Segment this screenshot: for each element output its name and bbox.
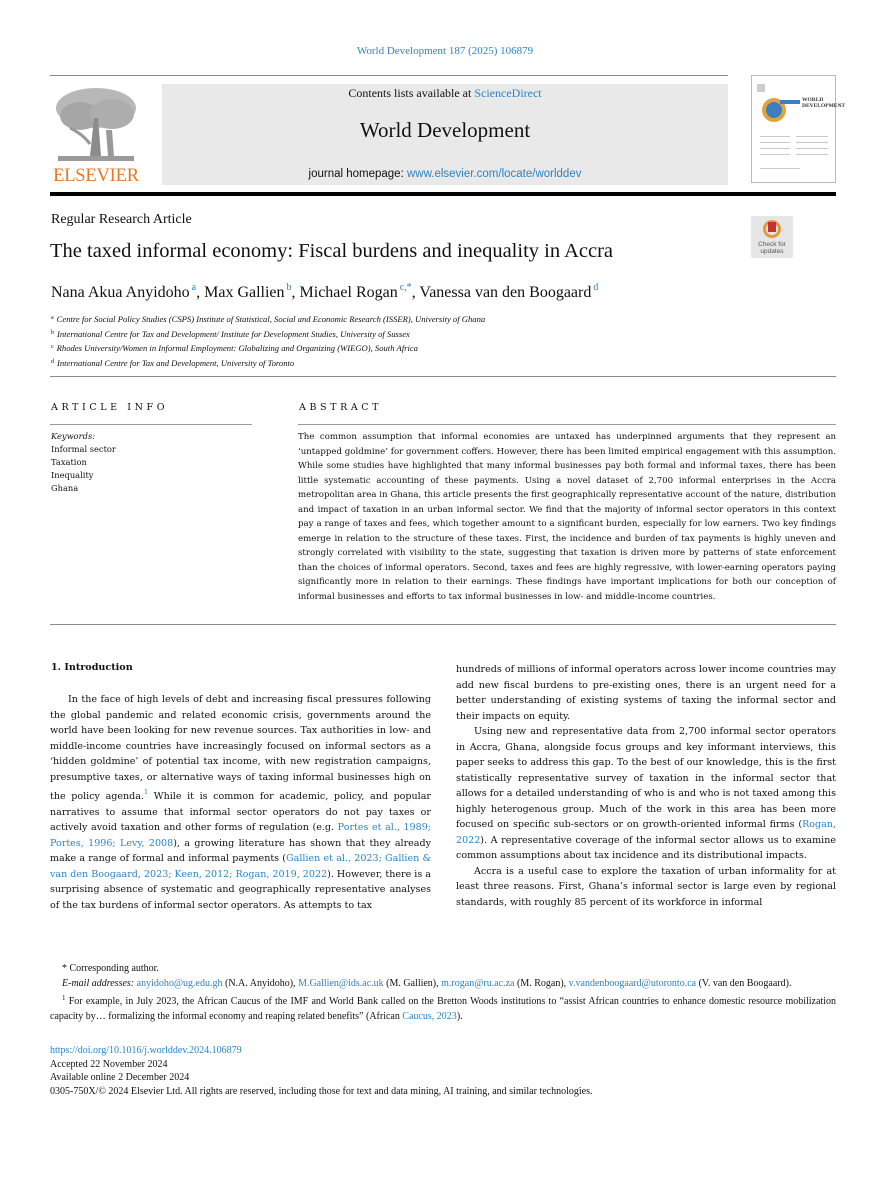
cover-logo-icon: [757, 84, 765, 92]
email-addresses: [50, 977, 836, 992]
footnote-ref[interactable]: 1: [144, 788, 149, 796]
abstract-text: The common assumption that informal economies are untaxed has underpinned arguments that they represent an ‘untapped goldmine’ for government coffers. However, there has been limited empirical engagement with this assumption. While some studies have highlighted that many informal businesses pay both formal and informal taxes, there has been little systematic accounting of these payments. Using a novel dataset of 2,700 informal enterprises in the Accra metropolitan area in Ghana, this article presents the first geographically representative account of the nature, distribution and impact of taxation in an urban informal sector. We find that the majority of informal sector operators in this context pay a range of taxes and fees, which together amount to a significant burden, especially for low earners. Two key findings emerge in relation to the structure of these taxes. First, the incidence and burden of tax payments is highly uneven and strongly correlated with visibility to the state, suggesting that taxation is driven more by patterns of state enforcement than the choices of informal operators. Second, taxes and fees are highly regressive, with lower-earning operators paying significantly more in relation to their earnings. These findings have important implications for both our conception of informal businesses and efforts to tax informal businesses in low- and middle-income countries.: [298, 432, 836, 602]
keyword: Ghana: [51, 483, 79, 493]
elsevier-wordmark: ELSEVIER: [53, 166, 139, 186]
check-for-updates-button[interactable]: [751, 216, 793, 258]
body-text: ), a growing literature has shown that they already make a range of formal and informal payments (: [50, 837, 431, 864]
body-text: While it is common for academic, policy, and popular narratives to assume that informal sector operators do not pay taxes or actively avoid taxation and other forms of regulation (e.g.: [50, 791, 431, 833]
bookmark-icon: [768, 222, 776, 232]
affiliation: [51, 327, 485, 342]
contents-availability: [162, 86, 728, 101]
body-text: ). A representative coverage of the informal sector allows us to examine common assumptions about tax incidence and its distributional impacts.: [456, 834, 836, 861]
affiliation-text: Rhodes University/Women in Informal Employment: Globalizing and Organizing (WIEGO), South Africa: [56, 343, 418, 353]
email-link[interactable]: m.rogan@ru.ac.za: [441, 977, 515, 989]
keywords-label: Keywords:: [51, 431, 96, 441]
cover-line: [796, 136, 828, 137]
body-text: ). However, there is a surprising absence of systematic and geographically representative analyses of the tax burdens of informal sector operators. As attempts to tax: [50, 868, 431, 911]
sciencedirect-link[interactable]: ScienceDirect: [474, 86, 542, 100]
author-affiliation-link[interactable]: d: [593, 282, 599, 293]
body-column-left: [50, 692, 431, 913]
journal-homepage-link[interactable]: www.elsevier.com/locate/worlddev: [406, 168, 582, 180]
abstract-heading: ABSTRACT: [299, 402, 383, 413]
affiliation-text: International Centre for Tax and Development, University of Toronto: [57, 357, 295, 368]
contents-label: Contents lists available at: [348, 86, 475, 100]
author-affiliation-link[interactable]: a: [191, 282, 197, 293]
cover-title-line1: WORLD: [802, 97, 824, 103]
running-head-citation[interactable]: World Development 187 (2025) 106879: [356, 45, 534, 57]
accepted-date: Accepted 22 November 2024: [50, 1058, 168, 1070]
check-label-1: Check for: [758, 241, 786, 248]
affiliations: [51, 312, 485, 370]
affiliation: [51, 356, 485, 371]
paragraph: hundreds of millions of informal operators across lower income countries may add new fiscal burdens to pre-existing ones, there is an urgent need for a better understanding of existing systems of taxing the informal sector and their impacts on equity.: [456, 664, 836, 722]
divider: [50, 624, 836, 625]
article-info-heading: ARTICLE INFO: [51, 402, 169, 413]
homepage-label: journal homepage:: [308, 168, 407, 180]
header-divider: [50, 192, 836, 196]
article-type: Regular Research Article: [51, 212, 192, 227]
elsevier-tree-icon: [54, 84, 138, 164]
cover-line: [796, 148, 828, 149]
citation-link[interactable]: Caucus, 2023: [402, 1010, 457, 1022]
author-name[interactable]: Michael Rogan: [299, 284, 398, 301]
check-for-updates-label: [751, 241, 793, 255]
keyword: Inequality: [51, 470, 94, 480]
paragraph: [50, 692, 431, 913]
affiliation-mark: d: [51, 358, 54, 365]
author-affiliation-link[interactable]: b: [286, 282, 292, 293]
affiliation-text: International Centre for Tax and Development/ Institute for Development Studies, University of Sussex: [57, 328, 410, 339]
body-column-right: [456, 662, 836, 910]
journal-homepage: [162, 168, 728, 180]
affiliation-mark: a: [51, 315, 54, 321]
journal-cover-thumbnail[interactable]: [751, 75, 846, 183]
cover-line: [760, 136, 790, 137]
globe-inner-icon: [766, 102, 782, 118]
body-text: In the face of high levels of debt and increasing fiscal pressures following the global pandemic and related economic crisis, governments around the world have been looking for new revenue sources. Tax authorities in low- and middle-income countries have increasingly focused on informal sectors as a ‘hidden goldmine’ of potential tax income, with new registration campaigns, presumptive taxes, or alternative ways of taxing informal businesses high on the policy agenda.: [50, 694, 431, 802]
body-text: Using new and representative data from 2,700 informal sector operators in Accra, Ghana, alongside focus groups and key informant interviews, this paper seeks to address this gap. To the best of our knowledge, this is the first statistically representative survey of taxation in the informal sector that allows for a detailed understanding of who is and who is not taxed among this highly heterogenous group. Much of the work in this area has been more focused on specific sub-sectors or on growth-oriented informal firms (: [456, 726, 836, 830]
keywords-block: [51, 430, 116, 495]
email-owner: (M. Rogan),: [514, 977, 569, 989]
cover-title-line2: DEVELOPMENT: [802, 103, 846, 109]
author-name[interactable]: Vanessa van den Boogaard: [419, 284, 592, 301]
cover-line: [760, 142, 790, 143]
email-link[interactable]: v.vandenboogaard@utoronto.ca: [568, 977, 697, 989]
citation-link[interactable]: Portes et al., 1989; Portes, 1996; Levy, 2008: [50, 822, 431, 849]
footnote-1: [50, 991, 836, 1024]
affiliation-mark: b: [51, 329, 54, 336]
copyright-notice: 0305-750X/© 2024 Elsevier Ltd. All rights are reserved, including those for text and data mining, AI training, and similar technologies.: [50, 1085, 593, 1097]
cover-line: [760, 168, 800, 169]
keyword: Taxation: [51, 457, 87, 467]
author-list: Nana Akua Anyidoho $^a$, Max Gallien $^b$, Michael Rogan $^{c,*}$, Vanessa van den Boogaard $^d$: [51, 282, 599, 301]
elsevier-logo[interactable]: [50, 84, 142, 186]
article-title: The taxed informal economy: Fiscal burdens and inequality in Accra: [50, 240, 614, 262]
paragraph: Accra is a useful case to explore the taxation of urban informality for at least three reasons. First, Ghana’s informal sector is large even by regional standards, with roughly 85 percent of its workforce in informal: [456, 865, 836, 908]
divider: [298, 424, 836, 425]
affiliation-text: Centre for Social Policy Studies (CSPS) Institute of Statistical, Social and Economic Research (ISSER), University of Ghana: [56, 314, 486, 324]
footnote-mark: 1: [62, 994, 66, 1002]
cover-line: [796, 142, 828, 143]
email-link[interactable]: anyidoho@ug.edu.gh: [136, 977, 223, 989]
citation-link[interactable]: Rogan, 2022: [456, 819, 836, 846]
divider: [50, 75, 728, 76]
arrow-icon: [780, 100, 800, 104]
email-owner: (V. van den Boogaard).: [696, 977, 792, 989]
check-label-2: updates: [760, 248, 784, 255]
journal-masthead: [162, 84, 728, 185]
corresponding-author-note: * Corresponding author.: [62, 963, 159, 974]
publication-info: [50, 1044, 592, 1098]
citation-link[interactable]: Gallien et al., 2023; Gallien & van den Boogaard, 2023; Keen, 2012; Rogan, 2019, 2022: [50, 853, 431, 880]
footnote-text: ).: [456, 1010, 463, 1022]
section-heading-introduction: 1. Introduction: [51, 662, 133, 673]
email-label: E-mail addresses:: [62, 977, 135, 989]
divider: [50, 376, 836, 377]
author-affiliation-link[interactable]: c,*: [399, 282, 412, 293]
cover-line: [796, 154, 828, 155]
footnote-text: For example, in July 2023, the African Caucus of the IMF and World Bank called on the Bretton Woods institutions to “assist African countries to enhance domestic resource mobilization capacity by… formalizing the informal economy and reaping related benefits” (African: [50, 996, 836, 1022]
divider: [50, 424, 252, 425]
affiliation: [51, 341, 485, 356]
cover-line: [760, 154, 790, 155]
affiliation: [51, 312, 485, 327]
author-name[interactable]: Max Gallien: [204, 284, 285, 301]
doi-link[interactable]: https://doi.org/10.1016/j.worlddev.2024.106879: [50, 1045, 242, 1056]
footnotes: [50, 962, 836, 1024]
keyword: Informal sector: [51, 444, 116, 454]
cover-line: [760, 148, 790, 149]
email-owner: (N.A. Anyidoho),: [222, 977, 299, 989]
paragraph: [456, 724, 836, 864]
cover-title: [802, 97, 845, 109]
email-link[interactable]: M.Gallien@ids.ac.uk: [298, 977, 384, 989]
affiliation-mark: c: [51, 344, 54, 350]
journal-title: World Development: [359, 118, 531, 142]
email-owner: (M. Gallien),: [383, 977, 442, 989]
available-online-date: Available online 2 December 2024: [50, 1072, 190, 1083]
author-name[interactable]: Nana Akua Anyidoho: [51, 284, 190, 301]
